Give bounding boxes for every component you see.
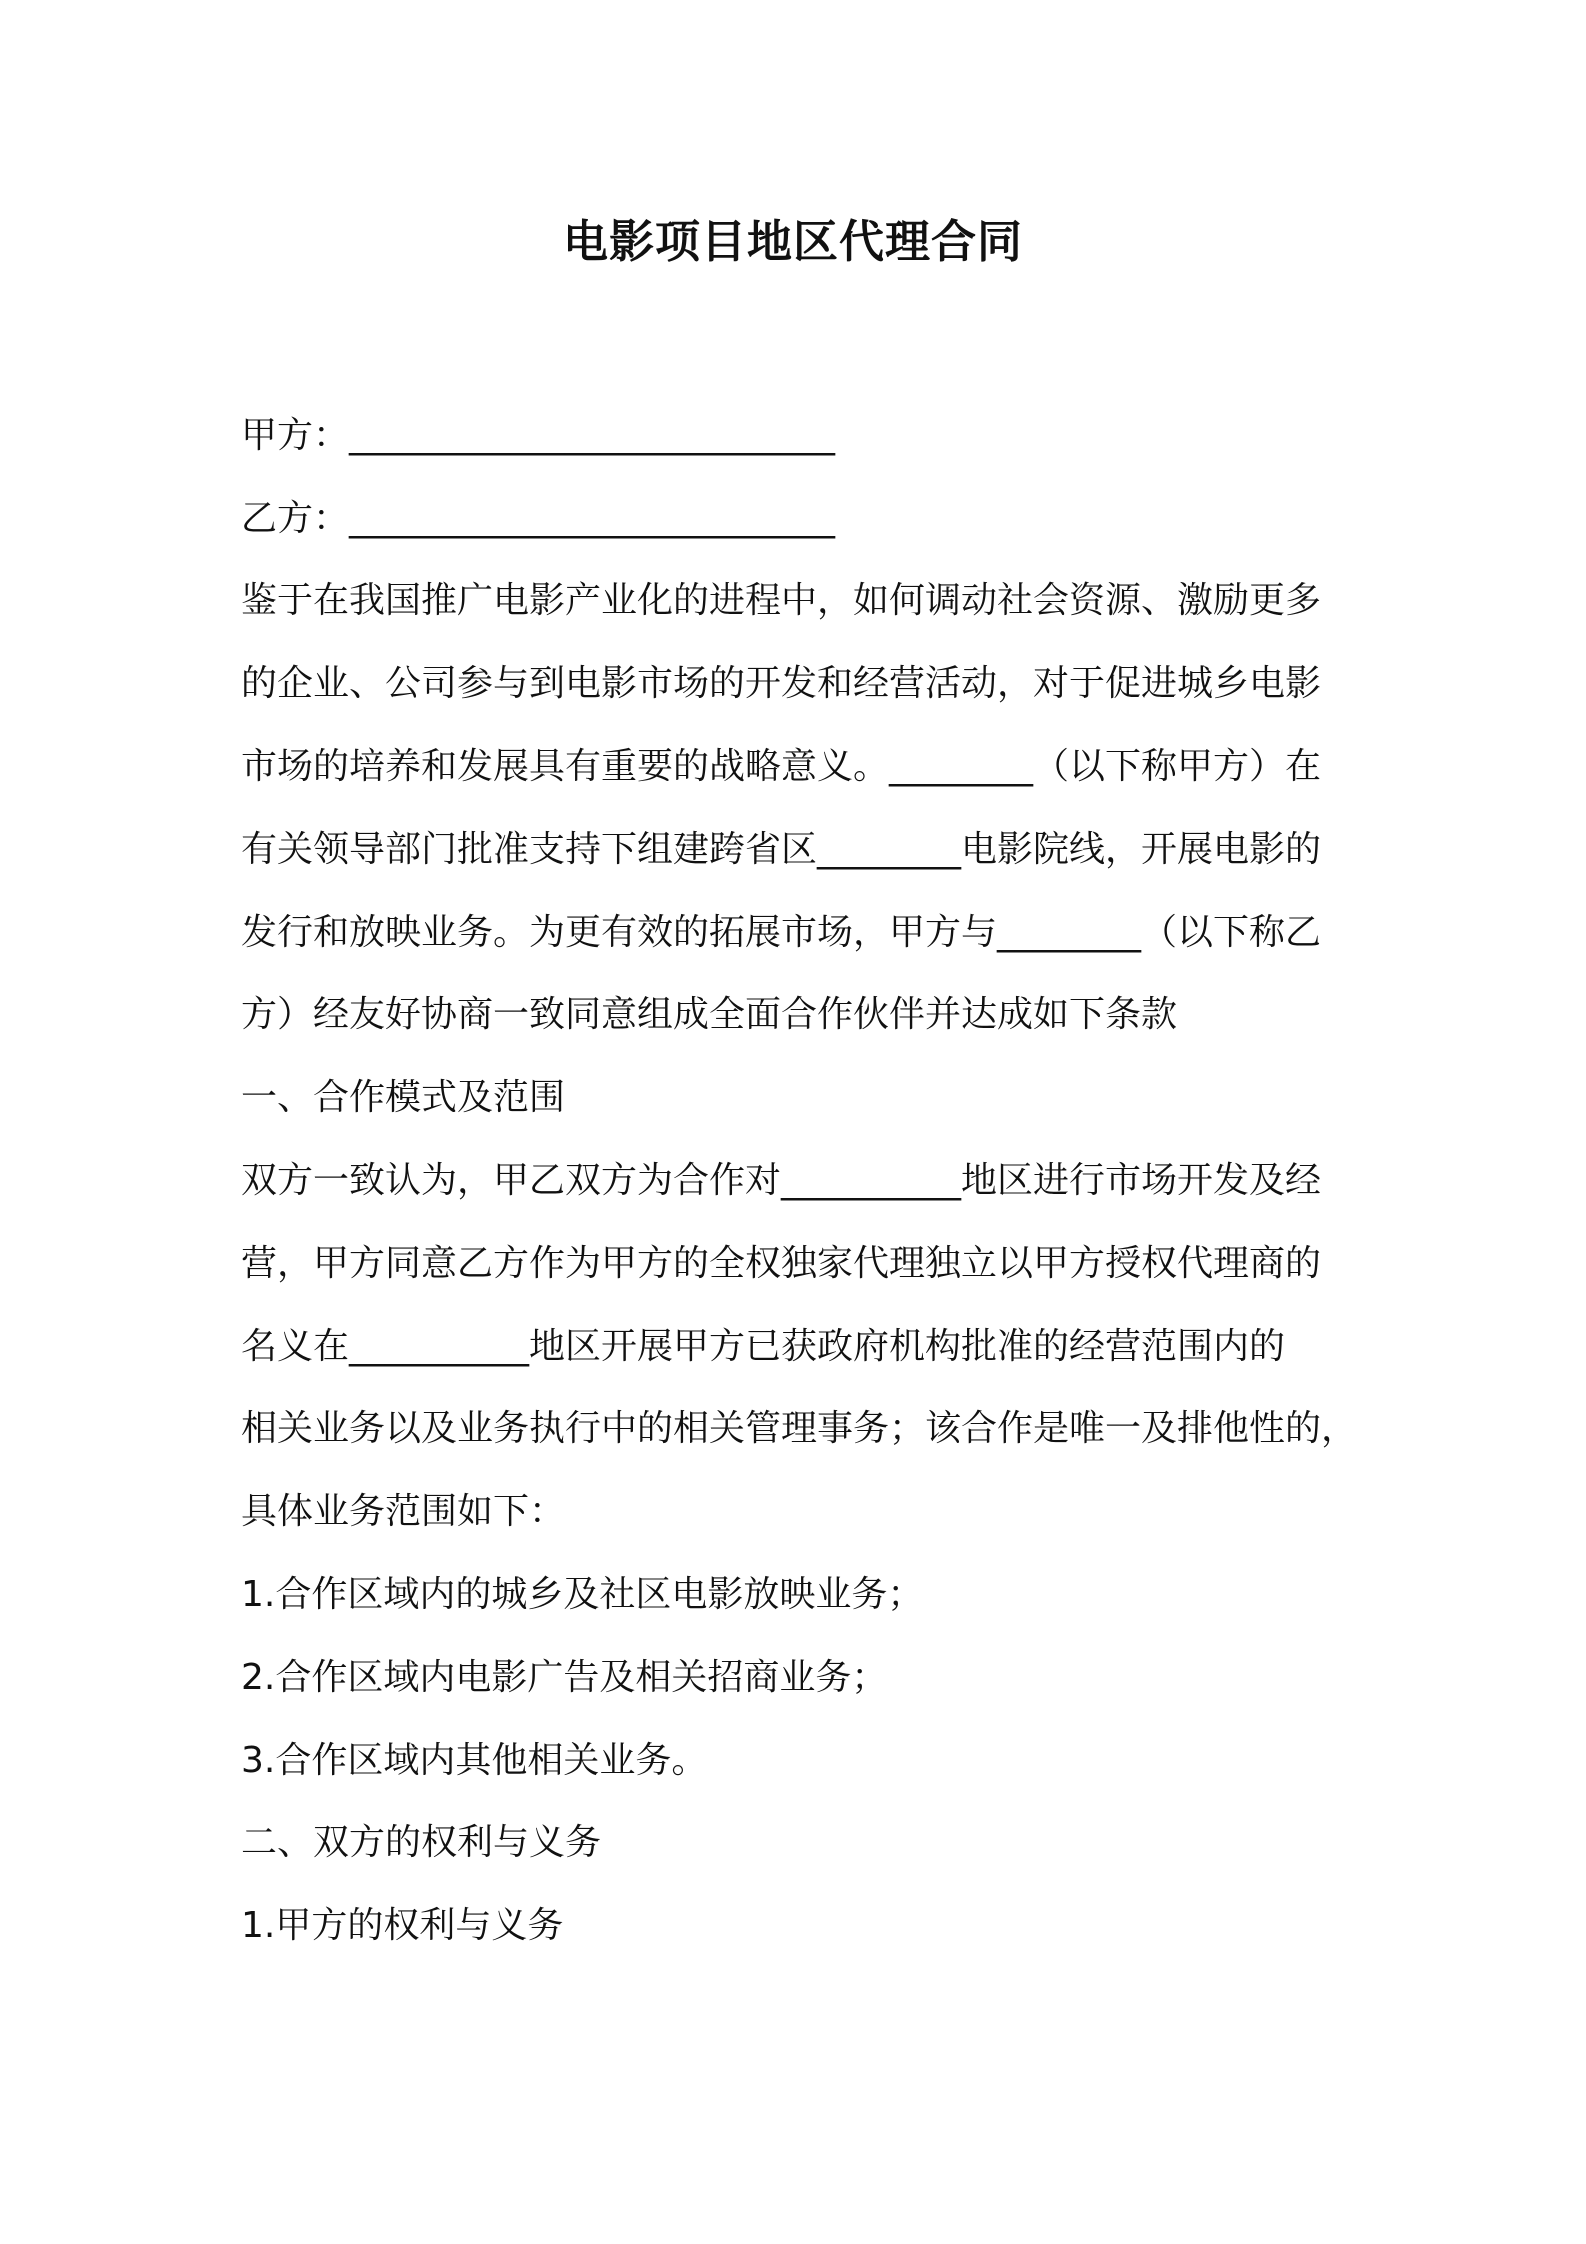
- party-a-line: 甲方：___________________________: [241, 415, 836, 456]
- scope-item-2: 2.合作区域内电影广告及相关招商业务；: [241, 1657, 888, 1698]
- section-1-line-5: 具体业务范围如下：: [241, 1491, 566, 1532]
- preamble-line-2: 的企业、公司参与到电影市场的开发和经营活动，对于促进城乡电影: [241, 663, 1322, 704]
- scope-item-3: 3.合作区域内其他相关业务。: [241, 1740, 708, 1781]
- scope-item-1: 1.合作区域内的城乡及社区电影放映业务；: [241, 1574, 924, 1615]
- subsection-heading-1: 1.甲方的权利与义务: [241, 1905, 564, 1946]
- preamble-line-5: 发行和放映业务。为更有效的拓展市场，甲方与________（以下称乙: [241, 912, 1322, 953]
- preamble-line-1: 鉴于在我国推广电影产业化的进程中，如何调动社会资源、激励更多: [241, 580, 1322, 621]
- section-1-line-4: 相关业务以及业务执行中的相关管理事务；该合作是唯一及排他性的，: [241, 1408, 1358, 1449]
- section-heading-2: 二、双方的权利与义务: [241, 1822, 602, 1863]
- preamble-line-4: 有关领导部门批准支持下组建跨省区________电影院线，开展电影的: [241, 829, 1322, 870]
- section-1-line-1: 双方一致认为，甲乙双方为合作对__________地区进行市场开发及经: [241, 1160, 1322, 1201]
- preamble-line-6: 方）经友好协商一致同意组成全面合作伙伴并达成如下条款: [241, 994, 1178, 1035]
- section-1-line-3: 名义在__________地区开展甲方已获政府机构批准的经营范围内的: [241, 1326, 1286, 1367]
- party-b-line: 乙方：___________________________: [241, 498, 836, 539]
- document-title: 电影项目地区代理合同: [562, 215, 1023, 268]
- section-heading-1: 一、合作模式及范围: [241, 1077, 566, 1118]
- preamble-line-3: 市场的培养和发展具有重要的战略意义。________（以下称甲方）在: [241, 746, 1322, 787]
- section-1-line-2: 营，甲方同意乙方作为甲方的全权独家代理独立以甲方授权代理商的: [241, 1243, 1322, 1284]
